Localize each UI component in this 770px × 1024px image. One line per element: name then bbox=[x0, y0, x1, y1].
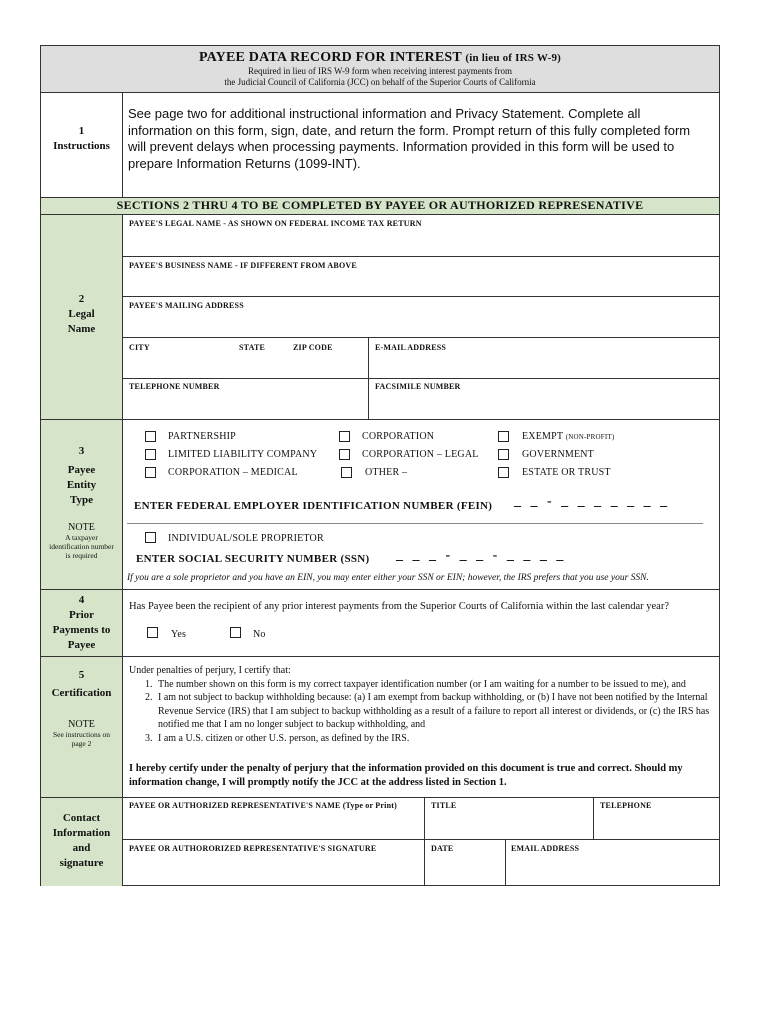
individual-label: INDIVIDUAL/SOLE PROPRIETOR bbox=[168, 533, 324, 544]
telephone-field[interactable]: TELEPHONE NUMBER bbox=[129, 382, 220, 391]
contact-title-1: Contact bbox=[62, 812, 101, 824]
sections-banner: SECTIONS 2 THRU 4 TO BE COMPLETED BY PAYEE OR AUTHORIZED REPRESENATIVE bbox=[41, 197, 719, 214]
section4-title-2: Payments to bbox=[52, 624, 111, 636]
contact-telephone-field[interactable]: TELEPHONE bbox=[600, 801, 652, 810]
rep-name-field[interactable]: PAYEE OR AUTHORIZED REPRESENTATIVE'S NAME (Type or Print) bbox=[129, 801, 397, 810]
section2-title-2: Name bbox=[67, 323, 96, 335]
contact-email-field[interactable]: EMAIL ADDRESS bbox=[511, 844, 580, 853]
section5-label bbox=[41, 668, 122, 701]
prior-yes-checkbox[interactable] bbox=[147, 627, 158, 638]
section3-title-1: Payee bbox=[67, 464, 96, 476]
llc-checkbox[interactable] bbox=[145, 449, 156, 460]
section2-number: 2 bbox=[78, 293, 85, 305]
section3-title-2: Entity bbox=[66, 479, 97, 491]
section3-note-title: NOTE bbox=[68, 522, 95, 533]
exempt-note: (NON-PROFIT) bbox=[565, 433, 615, 441]
section2-title-1: Legal bbox=[68, 308, 95, 320]
fein-input[interactable]: _ _ - _ _ _ _ _ _ _ bbox=[514, 494, 671, 509]
corporation-label: CORPORATION bbox=[362, 431, 435, 442]
certification-item-1: 1. The number shown on this form is my correct taxpayer identification number (or I am waiting for a number to be issued to me), and bbox=[155, 678, 714, 692]
llc-label: LIMITED LIABILITY COMPANY bbox=[168, 449, 318, 460]
section5-note-2: page 2 bbox=[71, 739, 92, 748]
other-label: OTHER – bbox=[365, 467, 408, 478]
corp-legal-checkbox[interactable] bbox=[339, 449, 350, 460]
section5-note-1: See instructions on bbox=[52, 730, 111, 739]
contact-title-4: signature bbox=[59, 857, 104, 869]
estate-label: ESTATE OR TRUST bbox=[522, 467, 611, 478]
section1-number: 1 bbox=[78, 125, 85, 137]
form-header bbox=[41, 46, 719, 92]
section5-note-title: NOTE bbox=[68, 719, 95, 730]
section1-label bbox=[41, 124, 122, 154]
sole-proprietor-note: If you are a sole proprietor and you have an EIN, you may enter either your SSN or EIN; however, the IRS prefers that you use your SSN. bbox=[127, 573, 649, 583]
corp-legal-label: CORPORATION – LEGAL bbox=[362, 449, 479, 460]
fein-label: ENTER FEDERAL EMPLOYER IDENTIFICATION NUMBER (FEIN) bbox=[134, 500, 493, 512]
payee-data-record-form bbox=[40, 45, 720, 886]
government-label: GOVERNMENT bbox=[522, 449, 594, 460]
certification-statement: I hereby certify under the penalty of perjury that the information provided on this document is true and correct. Should my information change, I will promptly notify the JCC at the address listed in Section 1. bbox=[129, 763, 683, 788]
contact-label bbox=[41, 811, 122, 871]
section4-title-3: Payee bbox=[67, 639, 96, 651]
certification-text bbox=[129, 664, 714, 745]
email-field[interactable]: E-MAIL ADDRESS bbox=[375, 343, 447, 352]
certification-item-2: 2. I am not subject to backup withholding because: (a) I am exempt from backup withholding, or (b) I have not been notified by the Internal Revenue Service (IRS) that I am subject to backup withholding as a result of a failure to report all interest or dividends, or (c) the IRS has notified me that I am no longer subject to backup withholding, and bbox=[155, 691, 714, 732]
corporation-checkbox[interactable] bbox=[339, 431, 350, 442]
partnership-label: PARTNERSHIP bbox=[168, 431, 236, 442]
form-title: PAYEE DATA RECORD FOR INTEREST (in lieu of IRS W-9) bbox=[198, 50, 562, 65]
title-field[interactable]: TITLE bbox=[431, 801, 457, 810]
certification-item-3: 3. I am a U.S. citizen or other U.S. person, as defined by the IRS. bbox=[155, 732, 714, 746]
zip-field[interactable]: ZIP CODE bbox=[293, 343, 333, 352]
section2-label bbox=[41, 292, 122, 337]
section3-title-3: Type bbox=[69, 494, 94, 506]
date-field[interactable]: DATE bbox=[431, 844, 454, 853]
prior-yes-label: Yes bbox=[171, 629, 187, 640]
individual-checkbox[interactable] bbox=[145, 532, 156, 543]
prior-no-checkbox[interactable] bbox=[230, 627, 241, 638]
prior-payments-question: Has Payee been the recipient of any prior interest payments from the Superior Courts of California within the last calendar year? bbox=[129, 601, 669, 612]
corp-medical-label: CORPORATION – MEDICAL bbox=[168, 467, 298, 478]
other-checkbox[interactable] bbox=[341, 467, 352, 478]
section3-note bbox=[41, 522, 122, 560]
section4-title-1: Prior bbox=[68, 609, 95, 621]
mailing-address-field[interactable]: PAYEE'S MAILING ADDRESS bbox=[129, 301, 244, 310]
form-subtitle-1: Required in lieu of IRS W-9 form when receiving interest payments from bbox=[247, 66, 513, 76]
state-field[interactable]: STATE bbox=[239, 343, 266, 352]
section3-number: 3 bbox=[78, 445, 85, 457]
government-checkbox[interactable] bbox=[498, 449, 509, 460]
corp-medical-checkbox[interactable] bbox=[145, 467, 156, 478]
section5-note bbox=[41, 719, 122, 748]
section3-note-3: is required bbox=[65, 551, 98, 560]
instructions-text: See page two for additional instructional information and Privacy Statement. Complete all information on this form, sign, date, and return the form. Prompt return of this fully completed form will prevent delays when processing payments. Information provided in this form will be used to prepare Information Returns (1099-INT). bbox=[128, 106, 691, 171]
form-subtitle-2: the Judicial Council of California (JCC) on behalf of the Superior Courts of California bbox=[224, 77, 536, 87]
city-field[interactable]: CITY bbox=[129, 343, 150, 352]
business-name-field[interactable]: PAYEE'S BUSINESS NAME - IF DIFFERENT FROM ABOVE bbox=[129, 261, 357, 270]
exempt-checkbox[interactable] bbox=[498, 431, 509, 442]
ssn-input[interactable]: _ _ _ - _ _ - _ _ _ _ bbox=[396, 548, 567, 563]
form-title-suffix: (in lieu of IRS W-9) bbox=[465, 52, 562, 64]
certification-intro: Under penalties of perjury, I certify that: bbox=[129, 665, 291, 676]
section3-note-1: A taxpayer bbox=[65, 533, 98, 542]
section1-title: Instructions bbox=[53, 140, 110, 152]
section3-label bbox=[41, 444, 122, 508]
contact-title-2: Information bbox=[52, 827, 111, 839]
contact-title-3: and bbox=[72, 842, 91, 854]
ssn-label: ENTER SOCIAL SECURITY NUMBER (SSN) bbox=[136, 553, 370, 565]
prior-no-label: No bbox=[253, 629, 266, 640]
estate-checkbox[interactable] bbox=[498, 467, 509, 478]
section5-number: 5 bbox=[78, 669, 85, 681]
partnership-checkbox[interactable] bbox=[145, 431, 156, 442]
fax-field[interactable]: FACSIMILE NUMBER bbox=[375, 382, 461, 391]
signature-field[interactable]: PAYEE OR AUTHORORIZED REPRESENTATIVE'S SIGNATURE bbox=[129, 844, 377, 853]
section4-label bbox=[41, 593, 122, 653]
exempt-label: EXEMPT (NON-PROFIT) bbox=[522, 431, 615, 442]
section3-note-2: identification number bbox=[49, 542, 114, 551]
legal-name-field[interactable]: PAYEE'S LEGAL NAME - AS SHOWN ON FEDERAL INCOME TAX RETURN bbox=[129, 219, 422, 228]
section5-title: Certification bbox=[51, 687, 112, 699]
section4-number: 4 bbox=[78, 594, 85, 606]
